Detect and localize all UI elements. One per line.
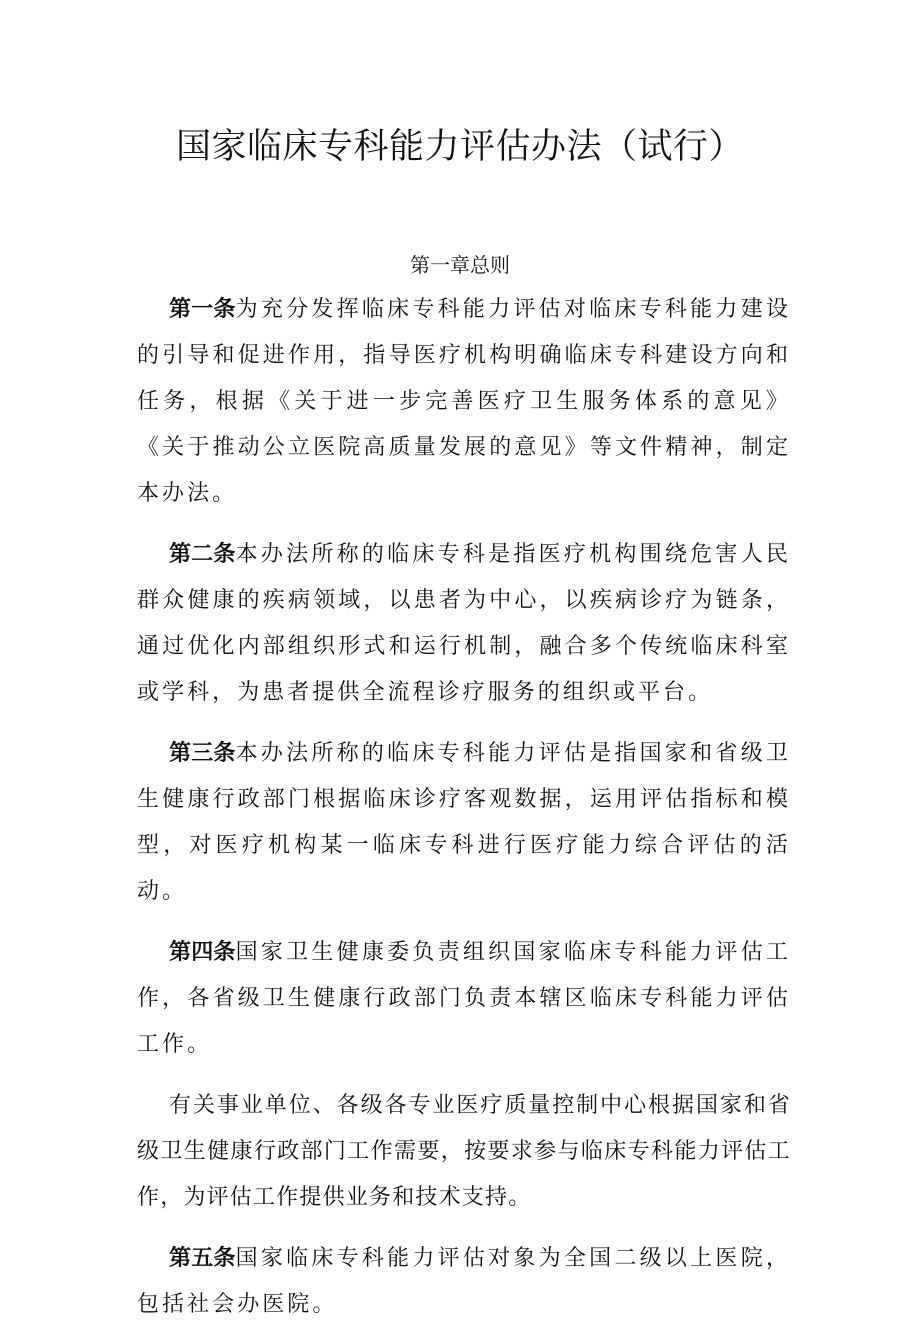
article-text: 国家临床专科能力评估对象为全国二级以上医院，包括社会办医院。 — [137, 1246, 791, 1317]
article-text: 本办法所称的临床专科是指医疗机构围绕危害人民群众健康的疾病领域，以患者为中心，以疾病诊疗为链条，通过优化内部组织形式和运行机制，融合多个传统临床科室或学科，为患者提供全流程诊疗服务的组织或平台。 — [137, 542, 791, 705]
article-label: 第二条 — [169, 542, 236, 567]
article-text: 有关事业单位、各级各专业医疗质量控制中心根据国家和省级卫生健康行政部门工作需要，按要求参与临床专科能力评估工作，为评估工作提供业务和技术支持。 — [137, 1093, 791, 1210]
article-4 — [137, 930, 791, 1068]
article-text: 为充分发挥临床专科能力评估对临床专科能力建设的引导和促进作用，指导医疗机构明确临床专科建设方向和任务，根据《关于进一步完善医疗卫生服务体系的意见》《关于推动公立医院高质量发展的意见》等文件精神，制定本办法。 — [137, 297, 791, 506]
document-title: 国家临床专科能力评估办法（试行） — [175, 127, 744, 167]
article-2 — [137, 532, 791, 716]
article-4-continued — [137, 1083, 791, 1221]
article-text: 本办法所称的临床专科能力评估是指国家和省级卫生健康行政部门根据临床诊疗客观数据，运用评估指标和模型，对医疗机构某一临床专科进行医疗能力综合评估的活动。 — [137, 741, 791, 904]
document-body — [137, 287, 791, 1343]
article-3 — [137, 731, 791, 915]
chapter-heading: 第一章总则 — [410, 253, 510, 277]
article-label: 第四条 — [169, 940, 236, 965]
article-text: 国家卫生健康委负责组织国家临床专科能力评估工作，各省级卫生健康行政部门负责本辖区临床专科能力评估工作。 — [137, 940, 791, 1057]
article-1 — [137, 287, 791, 517]
article-label: 第五条 — [169, 1246, 236, 1271]
article-label: 第三条 — [169, 741, 236, 766]
article-label: 第一条 — [169, 297, 236, 322]
article-5 — [137, 1236, 791, 1328]
